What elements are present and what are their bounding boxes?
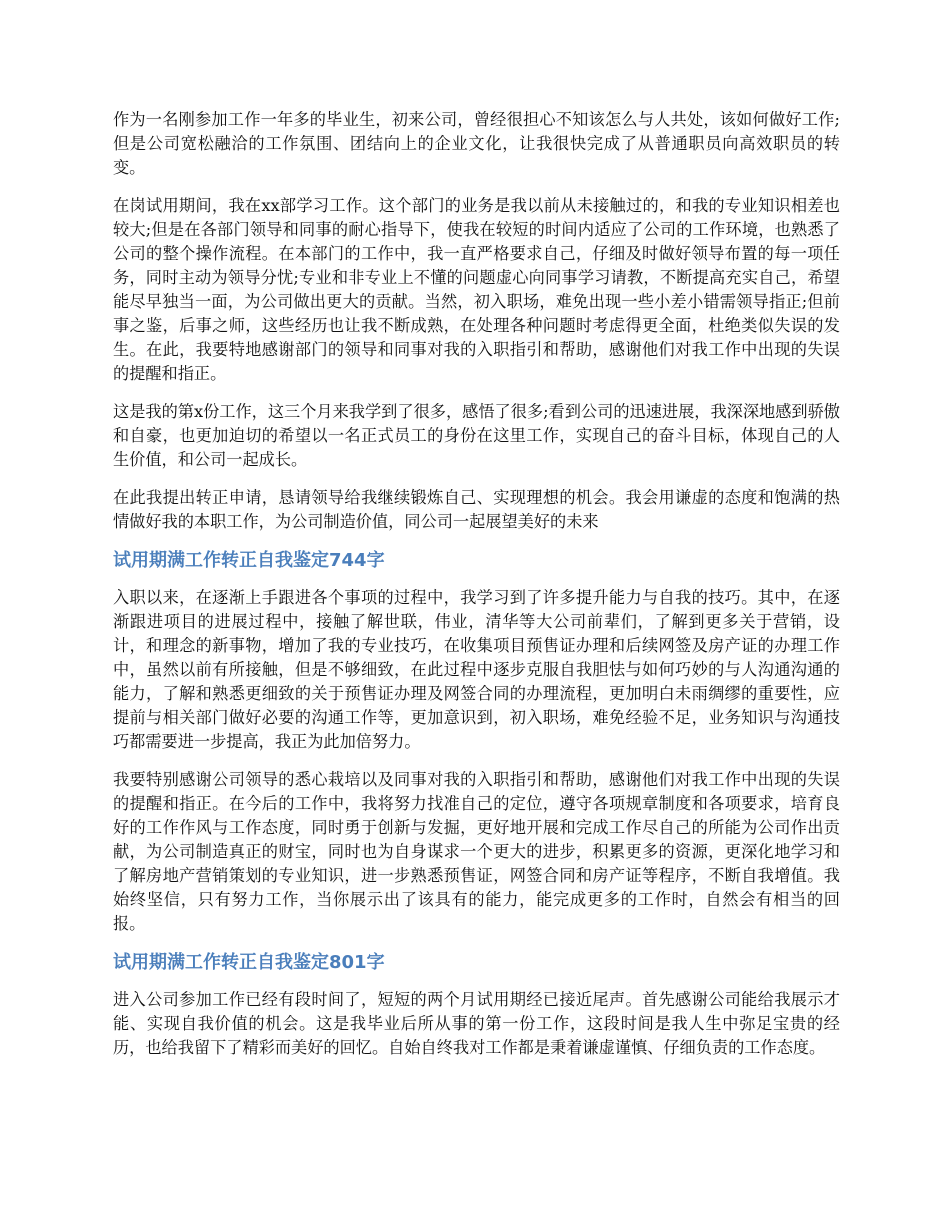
intro-paragraph-3: 这是我的第x份工作，这三个月来我学到了很多，感悟了很多;看到公司的迅速进展，我深深地感到骄傲和自豪，也更加迫切的希望以一名正式员工的身份在这里工作，实现自己的奋斗目标，体现自己的人生价值，和公司一起成长。 <box>113 402 840 469</box>
section-744-paragraph-1: 入职以来，在逐渐上手跟进各个事项的过程中，我学习到了许多提升能力与自我的技巧。其中，在逐渐跟进项目的进展过程中，接触了解世联，伟业，清华等大公司前辈们，了解到更多关于营销，设计，和理念的新事物，增加了我的专业技巧，在收集项目预售证办理和后续网签及房产证的办理工作中，虽然以前有所接触，但是不够细致，在此过程中逐步克服自我胆怯与如何巧妙的与人沟通沟通的能力，了解和熟悉更细致的关于预售证办理及网签合同的办理流程，更加明白未雨绸缪的重要性，应提前与相关部门做好必要的沟通工作等，更加意识到，初入职场，难免经验不足，业务知识与沟通技巧都需要进一步提高，我正为此加倍努力。 <box>113 588 840 751</box>
intro-paragraph-4: 在此我提出转正申请，恳请领导给我继续锻炼自己、实现理想的机会。我会用谦虚的态度和饱满的热情做好我的本职工作，为公司制造价值，同公司一起展望美好的未来 <box>113 488 840 531</box>
section-801-paragraph-1: 进入公司参加工作已经有段时间了，短短的两个月试用期经已接近尾声。首先感谢公司能给我展示才能、实现自我价值的机会。这是我毕业后所从事的第一份工作，这段时间是我人生中弥足宝贵的经历，也给我留下了精彩而美好的回忆。自始自终我对工作都是秉着谦虚谨慎、仔细负责的工作态度。 <box>113 990 840 1057</box>
intro-paragraph-1: 作为一名刚参加工作一年多的毕业生，初来公司，曾经很担心不知该怎么与人共处，该如何做好工作;但是公司宽松融洽的工作氛围、团结向上的企业文化，让我很快完成了从普通职员向高效职员的转变。 <box>113 110 840 177</box>
section-heading-744: 试用期满工作转正自我鉴定744字 <box>113 550 385 571</box>
document-page <box>113 108 840 1074</box>
section-744-paragraph-2: 我要特别感谢公司领导的悉心栽培以及同事对我的入职指引和帮助，感谢他们对我工作中出现的失误的提醒和指正。在今后的工作中，我将努力找准自己的定位，遵守各项规章制度和各项要求，培育良好的工作作风与工作态度，同时勇于创新与发掘，更好地开展和完成工作尽自己的所能为公司作出贡献，为公司制造真正的财宝，同时也为自身谋求一个更大的进步，积累更多的资源，更深化地学习和了解房地产营销策划的专业知识，进一步熟悉预售证，网签合同和房产证等程序，不断自我增值。我始终坚信，只有努力工作，当你展示出了该具有的能力，能完成更多的工作时，自然会有相当的回报。 <box>113 770 840 933</box>
section-heading-801: 试用期满工作转正自我鉴定801字 <box>113 952 385 973</box>
intro-paragraph-2: 在岗试用期间，我在xx部学习工作。这个部门的业务是我以前从未接触过的，和我的专业知识相差也较大;但是在各部门领导和同事的耐心指导下，使我在较短的时间内适应了公司的工作环境，也熟悉了公司的整个操作流程。在本部门的工作中，我一直严格要求自己，仔细及时做好领导布置的每一项任务，同时主动为领导分忧;专业和非专业上不懂的问题虚心向同事学习请教，不断提高充实自己，希望能尽早独当一面，为公司做出更大的贡献。当然，初入职场，难免出现一些小差小错需领导指正;但前事之鉴，后事之师，这些经历也让我不断成熟，在处理各种问题时考虑得更全面，杜绝类似失误的发生。在此，我要特地感谢部门的领导和同事对我的入职指引和帮助，感谢他们对我工作中出现的失误的提醒和指正。 <box>113 196 840 383</box>
